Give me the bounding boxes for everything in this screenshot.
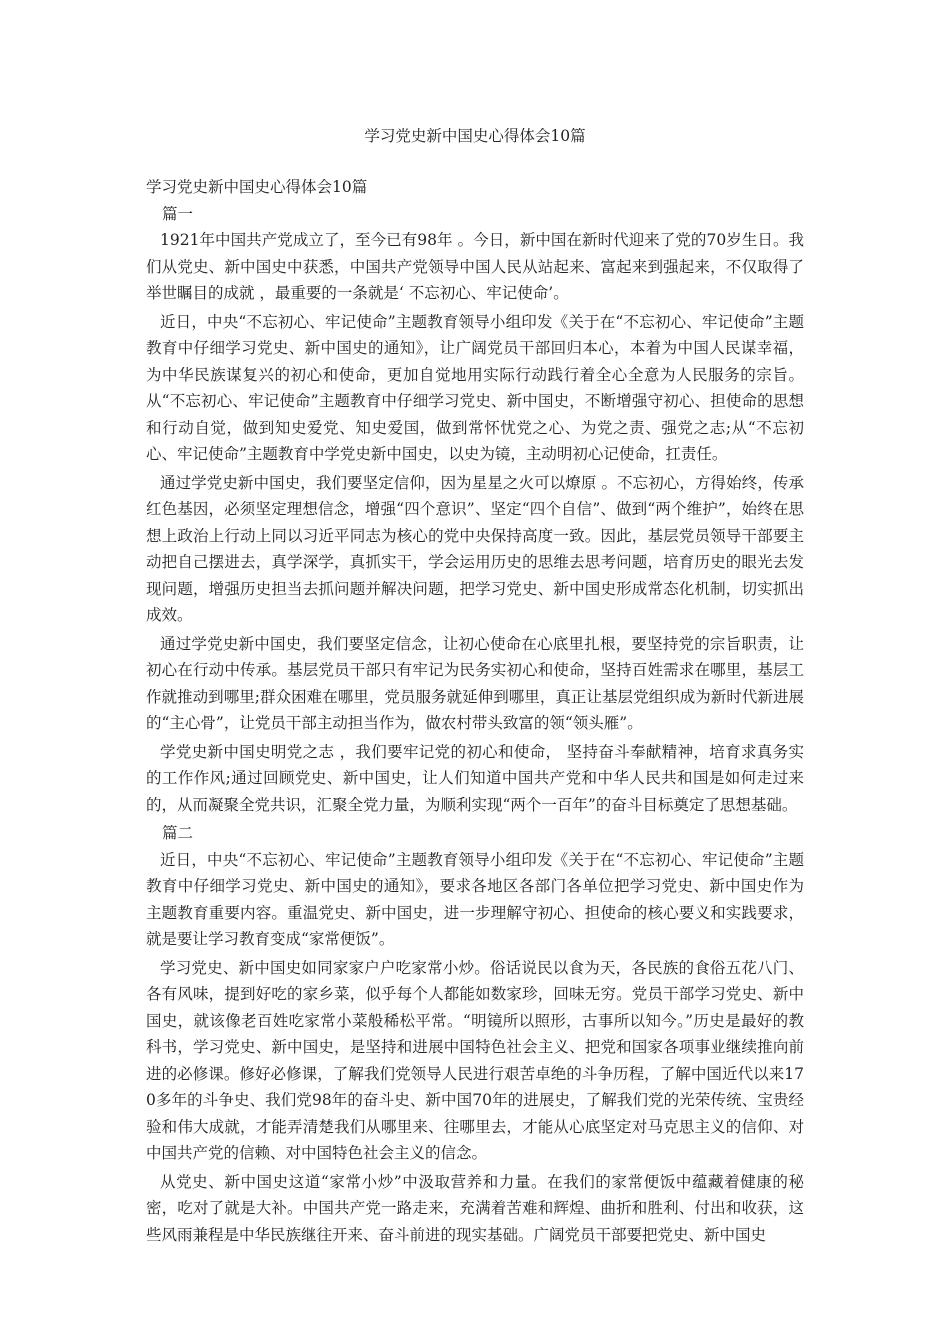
paragraph: 通过学党史新中国史，我们要坚定信念，让初心使命在心底里扎根，要坚持党的宗旨职责，让初心在行动中传承。基层党员干部只有牢记为民务实初心和使命，坚持百姓需求在哪里，基层工作就推动到哪里;群众困难在哪里，党员服务就延伸到哪里，真正让基层党组织成为新时代新进展的“主心骨”，让党员干部主动担当作为，做农村带头致富的领“领头雁”。 — [146, 634, 804, 732]
paragraph: 近日，中央“不忘初心、牢记使命”主题教育领导小组印发《关于在“不忘初心、牢记使命”主题教育中仔细学习党史、新中国史的通知》，要求各地区各部门各单位把学习党史、新中国史作为主题教育重要内容。重温党史、新中国史，进一步理解守初心、担使命的核心要义和实践要求，就是要让学习教育变成“家常便饭”。 — [146, 850, 804, 948]
document-subtitle: 学习党史新中国史心得体会10篇 — [146, 178, 368, 196]
document-body — [146, 170, 804, 1250]
paragraph: 从党史、新中国史这道“家常小炒”中汲取营养和力量。在我们的家常便饭中蕴藏着健康的秘密，吃对了就是大补。中国共产党一路走来，充满着苦难和辉煌、曲折和胜利、付出和收获，这些风雨兼程是中华民族继往开来、奋斗前进的现实基础。广阔党员干部要把党史、新中国史 — [146, 1172, 804, 1244]
document-title: 学习党史新中国史心得体会10篇 — [364, 127, 586, 145]
section-label-one: 篇一 — [162, 204, 194, 223]
paragraph: 学习党史、新中国史如同家家户户吃家常小炒。俗话说民以食为天，各民族的食俗五花八门、各有风味，提到好吃的家乡菜，似乎每个人都能如数家珍，回味无穷。党员干部学习党史、新中国史，就该像老百姓吃家常小菜般稀松平常。“明镜所以照形，古事所以知今。”历史是最好的教科书，学习党史、新中国史，是坚持和进展中国特色社会主义、把党和国家各项事业继续推向前进的必修课。修好必修课，了解我们党领导人民进行艰苦卓绝的斗争历程，了解中国近代以来170多年的斗争史、我们党98年的奋斗史、新中国70年的进展史，了解我们党的光荣传统、宝贵经验和伟大成就，才能弄清楚我们从哪里来、往哪里去，才能从心底坚定对马克思主义的信仰、对中国共产党的信赖、对中国特色社会主义的信念。 — [146, 958, 804, 1162]
paragraph: 1921年中国共产党成立了，至今已有98年 。今日，新中国在新时代迎来了党的70岁生日。我们从党史、新中国史中获悉，中国共产党领导中国人民从站起来、富起来到强起来，不仅取得了举世瞩目的成就 ，最重要的一条就是‘ 不忘初心、牢记使命’。 — [146, 231, 804, 302]
paragraph: 通过学党史新中国史，我们要坚定信仰，因为星星之火可以燎原 。不忘初心，方得始终，传承红色基因，必须坚定理想信念，增强“四个意识”、坚定“四个自信”、做到“两个维护”，始终在思想上政治上行动上同以习近平同志为核心的党中央保持高度一致。因此，基层党员领导干部要主动把自己摆进去，真学深学，真抓实干，学会运用历史的思维去思考问题，培育历史的眼光去发现问题，增强历史担当去抓问题并解决问题，把学习党史、新中国史形成常态化机制，切实抓出成效。 — [146, 473, 804, 624]
paragraph: 近日，中央“不忘初心、牢记使命”主题教育领导小组印发《关于在“不忘初心、牢记使命”主题教育中仔细学习党史、新中国史的通知》，让广阔党员干部回归本心，本着为中国人民谋幸福，为中华民族谋复兴的初心和使命，更加自觉地用实际行动践行着全心全意为人民服务的宗旨。从“不忘初心、牢记使命”主题教育中仔细学习党史、新中国史，不断增强守初心、担使命的思想和行动自觉，做到知史爱党、知史爱国，做到常怀忧党之心、为党之责、强党之志;从“不忘初心、牢记使命”主题教育中学党史新中国史，以史为镜，主动明初心记使命，扛责任。 — [146, 312, 804, 463]
section-label-two: 篇二 — [162, 824, 194, 842]
paragraph: 学党史新中国史明党之志 ，我们要牢记党的初心和使命， 坚持奋斗奉献精神，培育求真务实的工作作风;通过回顾党史、新中国史，让人们知道中国共产党和中华人民共和国是如何走过来的，从而凝聚全党共识，汇聚全党力量，为顺利实现“两个一百年”的奋斗目标奠定了思想基础。 — [146, 742, 804, 814]
